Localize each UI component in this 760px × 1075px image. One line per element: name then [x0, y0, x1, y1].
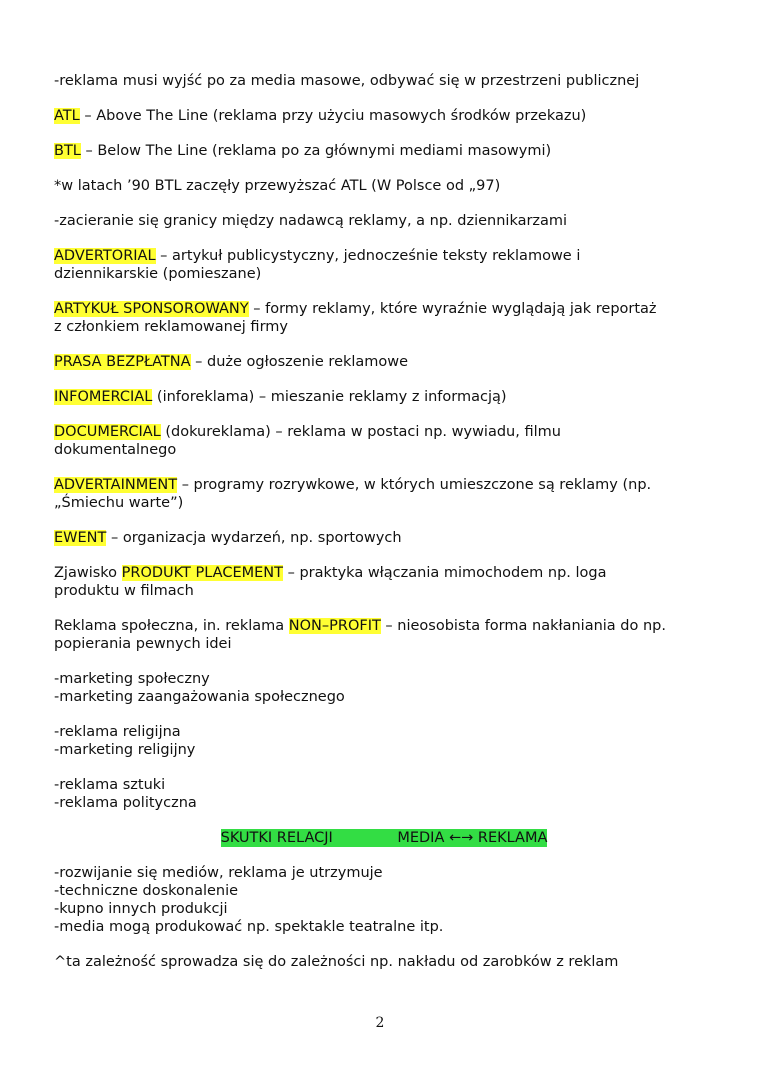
- definition-documercial: [54, 423, 714, 459]
- definition-produkt-line2: produktu w filmach: [54, 583, 194, 599]
- definition-artykul-line2: z członkiem reklamowanej firmy: [54, 319, 288, 335]
- document-body: [54, 72, 714, 988]
- definition-prasa: [54, 353, 714, 371]
- term-nonprofit: NON–PROFIT: [288, 618, 381, 634]
- heading-right: MEDIA ←→ REKLAMA: [397, 830, 548, 846]
- definition-infomercial-text: (inforeklama) – mieszanie reklamy z informacją): [152, 389, 507, 405]
- list-item: -marketing religijny: [54, 742, 196, 758]
- definition-nonprofit: [54, 617, 714, 653]
- definition-btl: [54, 142, 714, 160]
- definition-advertainment: [54, 476, 714, 512]
- heading-left: SKUTKI RELACJI: [220, 830, 333, 846]
- definition-advertainment-line2: „Śmiechu warte”): [54, 495, 184, 511]
- term-infomercial: INFOMERCIAL: [54, 389, 153, 405]
- definition-produkt: [54, 564, 714, 600]
- term-advertorial: ADVERTORIAL: [54, 248, 156, 264]
- list-item: -reklama sztuki: [54, 777, 166, 793]
- list-item: -marketing zaangażowania społecznego: [54, 689, 345, 705]
- paragraph-boundary: -zacieranie się granicy między nadawcą reklamy, a np. dziennikarzami: [54, 213, 568, 229]
- term-prasa: PRASA BEZPŁATNA: [54, 354, 191, 370]
- list-item: -techniczne doskonalenie: [54, 883, 239, 899]
- list-item: -kupno innych produkcji: [54, 901, 228, 917]
- term-documercial: DOCUMERCIAL: [54, 424, 161, 440]
- list-skutki: [54, 864, 714, 936]
- definition-advertorial-line2: dziennikarskie (pomieszane): [54, 266, 262, 282]
- term-artykul: ARTYKUŁ SPONSOROWANY: [54, 301, 249, 317]
- definition-nonprofit-text: – nieosobista forma nakłaniania do np.: [380, 618, 666, 634]
- definition-artykul: [54, 300, 714, 336]
- list-marketing: [54, 670, 714, 706]
- term-btl: BTL: [54, 143, 81, 159]
- definition-advertorial: [54, 247, 714, 283]
- definition-advertainment-text: – programy rozrywkowe, w których umieszczone są reklamy (np.: [177, 477, 652, 493]
- paragraph-public-space: -reklama musi wyjść po za media masowe, odbywać się w przestrzeni publicznej: [54, 73, 640, 89]
- definition-artykul-text: – formy reklamy, które wyraźnie wyglądają jak reportaż: [248, 301, 657, 317]
- definition-infomercial: [54, 388, 714, 406]
- page-number: 2: [375, 1015, 385, 1031]
- list-item: -media mogą produkować np. spektakle teatralne itp.: [54, 919, 444, 935]
- list-item: -marketing społeczny: [54, 671, 210, 687]
- list-item: -rozwijanie się mediów, reklama je utrzymuje: [54, 865, 383, 881]
- definition-nonprofit-line2: popierania pewnych idei: [54, 636, 232, 652]
- paragraph-btl-note: *w latach ’90 BTL zaczęły przewyższać ATL (W Polsce od „97): [54, 178, 501, 194]
- definition-nonprofit-pre: Reklama społeczna, in. reklama: [54, 618, 289, 634]
- section-heading-highlight: [221, 829, 548, 847]
- definition-atl: [54, 107, 714, 125]
- term-advertainment: ADVERTAINMENT: [54, 477, 178, 493]
- list-religia: [54, 723, 714, 759]
- term-produkt: PRODUKT PLACEMENT: [121, 565, 283, 581]
- list-item: -reklama religijna: [54, 724, 181, 740]
- definition-btl-text: – Below The Line (reklama po za głównymi mediami masowymi): [80, 143, 552, 159]
- definition-advertorial-text: – artykuł publicystyczny, jednocześnie teksty reklamowe i: [155, 248, 581, 264]
- definition-ewent: [54, 529, 714, 547]
- definition-documercial-text: (dokureklama) – reklama w postaci np. wywiadu, filmu: [160, 424, 561, 440]
- definition-prasa-text: – duże ogłoszenie reklamowe: [190, 354, 409, 370]
- term-atl: ATL: [54, 108, 80, 124]
- definition-produkt-pre: Zjawisko: [54, 565, 122, 581]
- section-heading: [54, 829, 714, 847]
- list-item: -reklama polityczna: [54, 795, 197, 811]
- paragraph-final: ^ta zależność sprowadza się do zależności np. nakładu od zarobków z reklam: [54, 954, 619, 970]
- definition-atl-text: – Above The Line (reklama przy użyciu masowych środków przekazu): [79, 108, 587, 124]
- term-ewent: EWENT: [54, 530, 107, 546]
- list-sztuka: [54, 776, 714, 812]
- definition-ewent-text: – organizacja wydarzeń, np. sportowych: [106, 530, 402, 546]
- definition-documercial-line2: dokumentalnego: [54, 442, 177, 458]
- definition-produkt-text: – praktyka włączania mimochodem np. loga: [283, 565, 607, 581]
